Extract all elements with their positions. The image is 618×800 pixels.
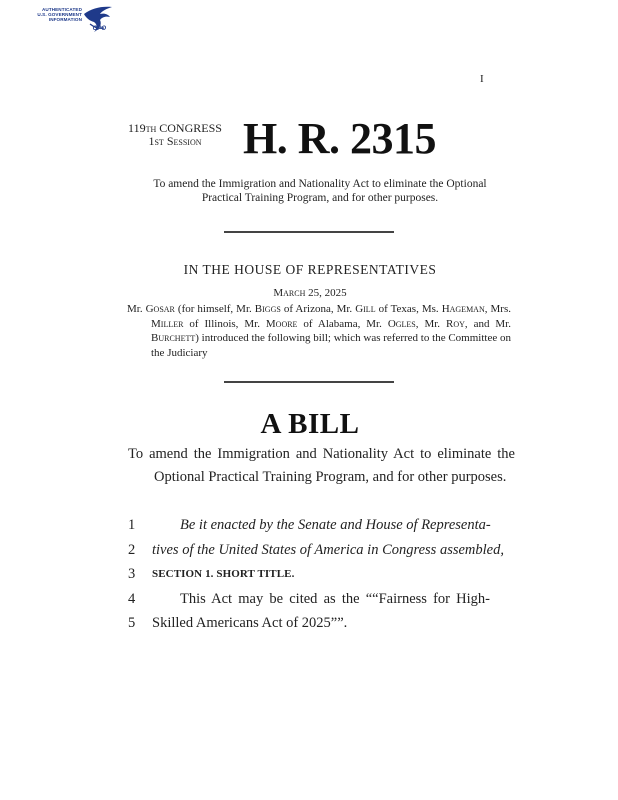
line-number: 2 [128, 541, 136, 558]
sponsor-name: Miller [151, 317, 184, 330]
bill-line [128, 587, 490, 612]
sponsor-text: ) introduced the following bill; which was referred to the Committee on the Judiciary [151, 332, 511, 359]
bill-line [128, 562, 490, 587]
page-number: I [480, 73, 484, 85]
sponsor-name: Gill [355, 303, 376, 315]
sponsor-name: Roy [445, 317, 465, 330]
sponsor-text: , and Mr. [464, 317, 511, 330]
sponsor-text: of Illinois, Mr. [183, 317, 266, 330]
gpo-authentication-seal [22, 4, 118, 38]
bill-heading: A BILL [260, 408, 360, 440]
sponsor-text: , Mrs. [484, 303, 511, 315]
line-text: Skilled Americans Act of 2025””. [152, 615, 348, 631]
bill-line [128, 513, 490, 538]
seal-line-information: INFORMATION [48, 17, 82, 23]
chamber-heading: IN THE HOUSE OF REPRESENTATIVES [183, 262, 437, 277]
sponsors-paragraph [127, 302, 511, 360]
bill-line [128, 538, 504, 563]
bill-line [128, 611, 490, 636]
section-heading: SECTION 1. SHORT TITLE. [152, 568, 295, 580]
line-text: tives of the United States of America in Congress assembled, [152, 541, 504, 558]
sponsor-name: Ogles [387, 317, 416, 330]
sponsor-text: Mr. [127, 303, 146, 315]
session-label: 1st Session [148, 134, 202, 148]
line-text: Be it enacted by the Senate and House of Representa- [180, 517, 491, 533]
congress-session-block [110, 122, 240, 148]
line-text: This Act may be cited as the ““Fairness for High- [180, 590, 490, 607]
sponsor-text: (for himself, Mr. [174, 303, 255, 315]
seal-text [37, 7, 82, 23]
sponsor-name: Gosar [145, 303, 175, 315]
gpo-mark: GPO [92, 26, 106, 32]
divider [224, 381, 394, 383]
line-number: 1 [128, 517, 136, 533]
seal-line-government: U.S. GOVERNMENT [37, 12, 82, 18]
line-number: 5 [128, 615, 136, 631]
line-number: 4 [128, 590, 136, 607]
short-purpose: To amend the Immigration and Nationality Act to eliminate the Optional Practical Training Program, and for other purposes. [153, 178, 487, 204]
bill-number: H. R. 2315 [243, 114, 436, 163]
sponsor-text: of Arizona, Mr. [280, 303, 356, 315]
congress-label: 119th CONGRESS [128, 121, 222, 135]
introduction-date: March 25, 2025 [273, 287, 347, 299]
sponsor-name: Burchett [151, 332, 196, 344]
sponsor-text: , Mr. [415, 317, 446, 330]
sponsor-text: of Texas, Ms. [375, 303, 442, 315]
sponsor-name: Hageman [441, 303, 485, 315]
line-number: 3 [128, 566, 136, 582]
bill-text [128, 513, 504, 636]
seal-line-authenticated: AUTHENTICATED [41, 7, 82, 12]
long-title: To amend the Immigration and Nationality Act to eliminate the Optional Practical Training Program, and for other purposes. [128, 446, 515, 485]
eagle-icon [80, 4, 116, 36]
sponsor-name: Moore [265, 317, 298, 330]
sponsor-text: of Alabama, Mr. [297, 317, 388, 330]
sponsor-name: Biggs [254, 303, 281, 315]
divider [224, 231, 394, 233]
